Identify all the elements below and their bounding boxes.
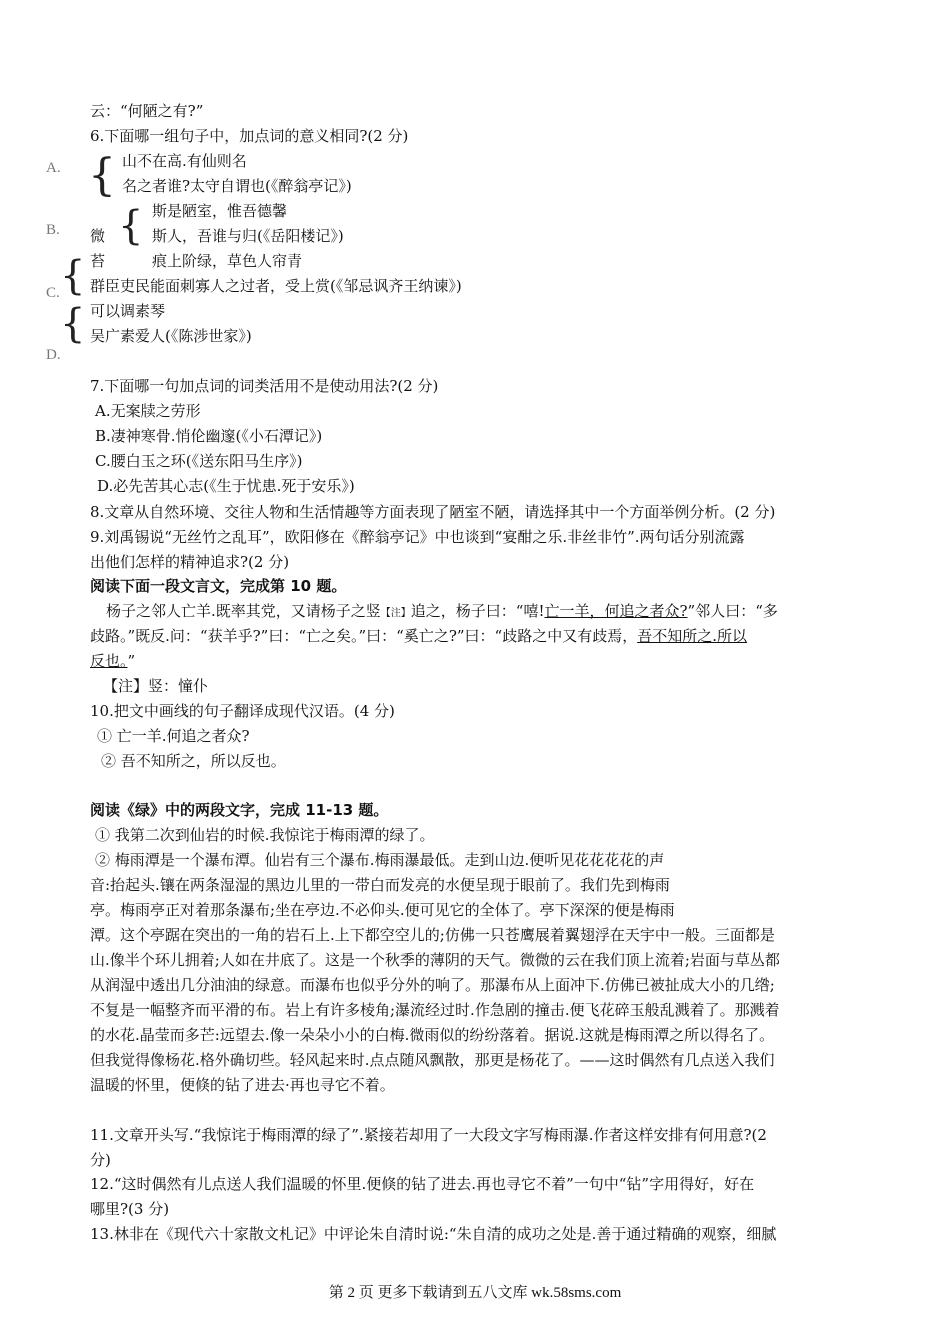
section-title: 阅读下面一段文言文，完成第 10 题。 [90, 577, 347, 595]
question-13-line-1: 13.林非在《现代六十家散文札记》中评论朱自清时说:“朱自清的成功之处是.善于通过精确的观察，细腻 [90, 1225, 777, 1243]
green-line: 音:抬起头.镶在两条湿湿的黑边儿里的一带白而发亮的水便呈现于眼前了。我们先到梅雨 [90, 876, 670, 894]
passage-text: 追之，杨子曰：“嘻! [410, 602, 545, 620]
green-line: 从润湿中透出几分油油的绿意。而瀑布也似乎分外的响了。那瀑布从上面冲下.仿佛已被扯成大小的几绺; [90, 976, 775, 994]
option-c-prefix: 苔 [90, 252, 106, 270]
text-line: 云：“何陋之有?” [90, 102, 204, 120]
option-b-line-2: 斯人，吾谁与归(《岳阳楼记》) [152, 227, 344, 245]
question-7-stem: 7.下面哪一句加点词的词类活用不是使动用法?(2 分) [90, 377, 439, 395]
option-letter-c: C. [46, 285, 60, 301]
brace-icon: { [88, 150, 116, 201]
green-line: 山.像半个环儿拥着;人如在井底了。这是一个秋季的薄阴的天气。微微的云在我们顶上流着;岩面与草丛都 [90, 951, 780, 969]
question-8: 8.文章从自然环境、交往人物和生活情趣等方面表现了陋室不陋，请选择其中一个方面举例分析。(2 分) [90, 503, 776, 521]
question-6-stem: 6.下面哪一组句子中，加点词的意义相同?(2 分) [90, 127, 409, 145]
question-11-line-1: 11.文章开头写.“我惊诧于梅雨潭的绿了”.紧接若却用了一大段文字写梅雨瀑.作者这样安排有何用意?(2 [90, 1126, 767, 1144]
green-line: 温暖的怀里，便倏的钻了进去·再也寻它不着。 [90, 1076, 395, 1094]
page-footer: 第 2 页 更多下载请到五八文库 wk.58sms.com [328, 1285, 622, 1301]
passage-text: 歧路。”既反.问：“获羊乎?”曰：“亡之矣。”曰：“奚亡之?”曰：“歧路之中又有歧焉， [90, 627, 638, 645]
option-letter-a: A. [46, 160, 61, 176]
green-line: 的水花.晶莹而多芒:远望去.像一朵朵小小的白梅.微雨似的纷纷落着。据说.这就是梅雨潭之所以得名了。 [90, 1026, 775, 1044]
note: 【注】竖：憧仆 [103, 677, 209, 695]
option-c-line-1: 痕上阶绿，草色人帘青 [152, 252, 303, 270]
question-10-item-1: ① 亡一羊.何追之者众? [97, 727, 250, 745]
green-line: 不复是一幅整齐而平滑的布。岩上有许多棱角;瀑流经过时.作急剧的撞击.便飞花碎玉般乱溅着了。那溅着 [90, 1001, 780, 1019]
brace-icon: { [118, 203, 144, 249]
green-paragraph-1: ① 我第二次到仙岩的时候.我惊诧于梅雨潭的绿了。 [95, 826, 435, 844]
question-9-line-1: 9.刘禹锡说“无丝竹之乱耳”，欧阳修在《醉翁亭记》中也谈到“宴酣之乐.非丝非竹”.两句话分别流露 [90, 528, 745, 546]
question-7-option-d: D.必先苦其心志(《生于忧患.死于安乐》) [97, 477, 355, 495]
question-11-line-2: 分) [90, 1151, 111, 1169]
green-line: 亭。梅雨亭正对着那条瀑布;坐在亭边.不必仰头.便可见它的全体了。亭下深深的便是梅雨 [90, 901, 675, 919]
underlined-sentence: 反也。 [90, 652, 128, 670]
option-c-line-2: 群臣吏民能面刺寡人之过者，受上赏(《邹忌讽齐王纳谏》) [90, 277, 462, 295]
question-9-line-2: 出他们怎样的精神追求?(2 分) [90, 553, 290, 571]
option-letter-d: D. [46, 347, 61, 363]
note-marker: 【注】 [380, 608, 411, 619]
option-b-line-1: 斯是陋室，惟吾德馨 [152, 202, 288, 220]
question-7-option-c: C.腰白玉之环(《送东阳马生序》) [95, 452, 303, 470]
underlined-sentence: 亡一羊，何追之者众? [544, 602, 688, 620]
underlined-sentence: 吾不知所之.所以 [637, 627, 747, 645]
brace-icon: { [60, 301, 86, 347]
option-a-line-2: 名之者谁?太守自谓也(《醉翁亭记》) [122, 177, 352, 195]
passage-line-2 [90, 626, 747, 646]
question-7-option-a: A.无案牍之劳形 [95, 402, 201, 420]
green-line: 但我觉得像杨花.格外确切些。轻风起来时.点点随风飘散，那更是杨花了。——这时偶然有几点送入我们 [90, 1051, 775, 1069]
option-a-line-1: 山不在高.有仙则名 [122, 152, 247, 170]
question-7-option-b: B.凄神寒骨.悄伦幽邃(《小石潭记》) [95, 427, 323, 445]
question-12-line-2: 哪里?(3 分) [90, 1200, 170, 1218]
passage-text: ”邻人曰：“多 [687, 602, 778, 620]
section-title: 阅读《绿》中的两段文字，完成 11-13 题。 [90, 801, 389, 819]
brace-icon: { [60, 253, 86, 299]
passage-text: ” [127, 652, 136, 670]
question-10-stem: 10.把文中画线的句子翻译成现代汉语。(4 分) [90, 702, 395, 720]
passage-line-3 [90, 651, 135, 671]
green-line: ② 梅雨潭是一个瀑布潭。仙岩有三个瀑布.梅雨瀑最低。走到山边.便听见花花花花的声 [95, 851, 665, 869]
option-d-line-1: 可以调素琴 [90, 302, 166, 320]
passage-line-1 [106, 601, 778, 624]
option-d-line-2: 吴广素爱人(《陈涉世家》) [90, 327, 252, 345]
green-line: 潭。这个亭踞在突出的一角的岩石上.上下都空空儿的;仿佛一只苍鹰展着翼翅浮在天宇中一般。三面都是 [90, 926, 775, 944]
option-b-prefix: 微 [90, 227, 106, 245]
option-letter-b: B. [46, 222, 60, 238]
passage-text: 杨子之邻人亡羊.既率其党，又请杨子之竖 [106, 602, 381, 620]
question-10-item-2: ② 吾不知所之，所以反也。 [101, 752, 286, 770]
question-12-line-1: 12.“这时偶然有儿点送人我们温暖的怀里.便倏的钻了进去.再也寻它不着”一句中“钻”字用得好，好在 [90, 1175, 755, 1193]
